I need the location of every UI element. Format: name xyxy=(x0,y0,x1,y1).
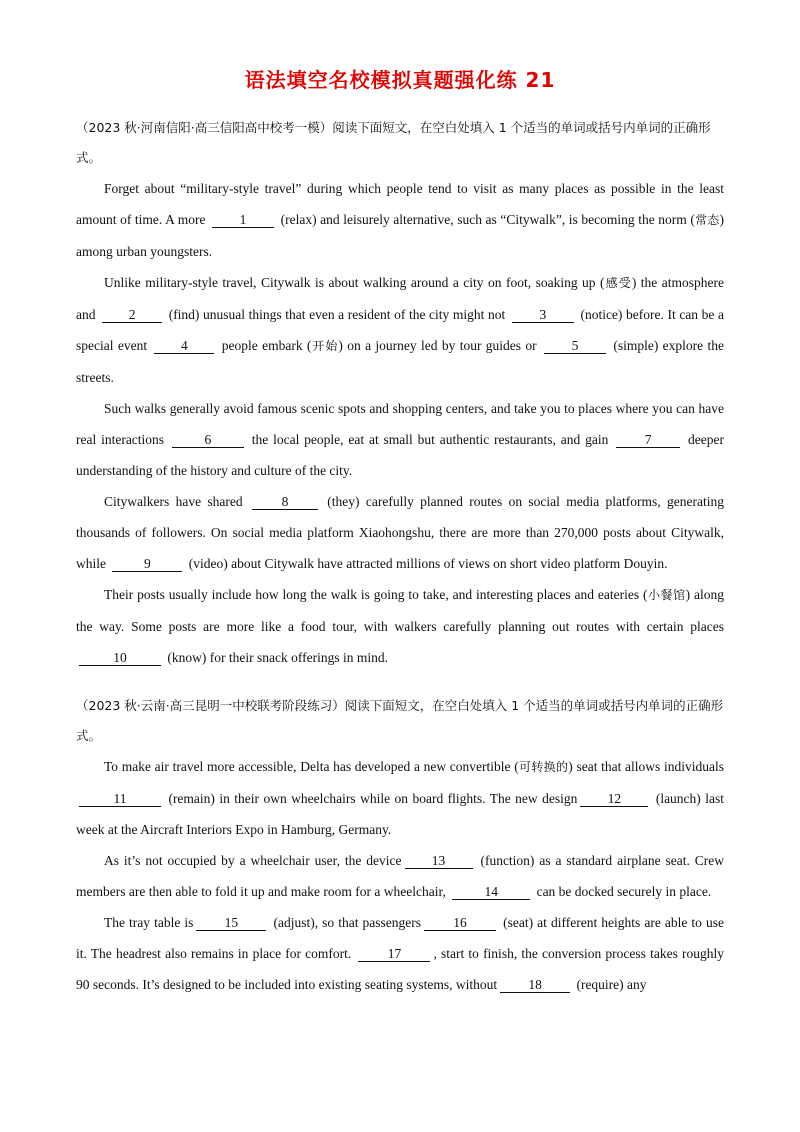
passage-paragraph xyxy=(76,907,724,1000)
passage-paragraph xyxy=(76,173,724,267)
section-gap xyxy=(76,673,724,691)
passage-text: (video) about Citywalk have attracted millions of views on short video platform Douyin. xyxy=(185,556,668,571)
answer-blank[interactable]: 7 xyxy=(616,432,680,448)
passage-text: the local people, eat at small but authentic restaurants, and gain xyxy=(246,432,614,447)
page-title: 语法填空名校模拟真题强化练 21 xyxy=(244,68,556,92)
passage-text: (they) carefully planned routes on social media platforms, generating thousands of followers. On social media platform Xiaohongshu, there are more than 270,000 posts about Citywalk, while xyxy=(76,494,724,571)
passage-text: (require) any xyxy=(573,977,647,992)
passage-text: ) seat that allows individuals xyxy=(568,759,724,774)
answer-blank[interactable]: 17 xyxy=(358,946,430,962)
passage-paragraph xyxy=(76,845,724,907)
answer-blank[interactable]: 5 xyxy=(544,338,606,354)
answer-blank[interactable]: 4 xyxy=(154,338,214,354)
answer-blank[interactable]: 1 xyxy=(212,212,274,228)
passage-text: As it’s not occupied by a wheelchair user, the device xyxy=(104,853,402,868)
passage-text: (adjust), so that passengers xyxy=(269,915,422,930)
passage-text: Citywalkers have shared xyxy=(104,494,249,509)
passage-text: (know) for their snack offerings in mind. xyxy=(164,650,388,665)
chinese-gloss: 常态 xyxy=(694,213,720,227)
passage-text: The tray table is xyxy=(104,915,194,930)
passage-text: deeper understanding of the history and culture of the city. xyxy=(76,432,724,478)
answer-blank[interactable]: 9 xyxy=(112,556,182,572)
answer-blank[interactable]: 16 xyxy=(424,915,496,931)
answer-blank[interactable]: 8 xyxy=(252,494,318,510)
passage-text: (find) unusual things that even a resident of the city might not xyxy=(165,307,509,322)
exam-source-instruction: （2023 秋·云南·高三昆明一中校联考阶段练习）阅读下面短文，在空白处填入 1 个适当的单词或括号内单词的正确形式。 xyxy=(76,698,724,743)
passage-text: (function) as a standard airplane seat. Crew members are then able to fold it up and make room for a wheelchair, xyxy=(76,853,724,899)
passage-text: To make air travel more accessible, Delta has developed a new convertible ( xyxy=(104,759,519,774)
exam-source-instruction: （2023 秋·河南信阳·高三信阳高中校考一模）阅读下面短文，在空白处填入 1 个适当的单词或括号内单词的正确形式。 xyxy=(76,120,711,165)
answer-blank[interactable]: 11 xyxy=(79,791,161,807)
passage-text: Such walks generally avoid famous scenic spots and shopping centers, and take you to places where you can have real interactions xyxy=(76,401,724,447)
passage-text: ) among urban youngsters. xyxy=(76,212,724,259)
answer-blank[interactable]: 12 xyxy=(580,791,648,807)
passage-text: (remain) in their own wheelchairs while on board flights. The new design xyxy=(164,791,578,806)
answer-blank[interactable]: 10 xyxy=(79,650,161,666)
passage-paragraph xyxy=(76,393,724,486)
answer-blank[interactable]: 3 xyxy=(512,307,574,323)
answer-blank[interactable]: 18 xyxy=(500,977,570,993)
chinese-gloss: 可转换的 xyxy=(518,760,569,774)
passage-text: ) on a journey led by tour guides or xyxy=(338,338,541,353)
answer-blank[interactable]: 13 xyxy=(405,853,473,869)
passage-text: , start to finish, the conversion process takes roughly 90 seconds. It’s designed to be included into existing seating systems, without xyxy=(76,946,724,992)
passage-text: (launch) last week at the Aircraft Interiors Expo in Hamburg, Germany. xyxy=(76,791,724,837)
passage-paragraph xyxy=(76,751,724,845)
passage-text: people embark ( xyxy=(217,338,312,353)
chinese-gloss: 开始 xyxy=(311,339,339,353)
passage-text: (simple) explore the streets. xyxy=(76,338,724,385)
passage-text: can be docked securely in place. xyxy=(533,884,712,899)
document-body xyxy=(76,113,724,1000)
answer-blank[interactable]: 2 xyxy=(102,307,162,323)
answer-blank[interactable]: 15 xyxy=(196,915,266,931)
chinese-gloss: 感受 xyxy=(604,276,632,290)
passage-paragraph xyxy=(76,579,724,673)
passage-text: Unlike military-style travel, Citywalk is about walking around a city on foot, soaking up ( xyxy=(104,275,605,290)
passage-paragraph xyxy=(76,267,724,393)
passage-text: Their posts usually include how long the walk is going to take, and interesting places and eateries ( xyxy=(104,587,648,602)
passage-text: ) the atmosphere and xyxy=(76,275,724,322)
passage-text: Forget about “military-style travel” during which people tend to visit as many places as possible in the least amount of time. A more xyxy=(76,181,724,227)
answer-blank[interactable]: 6 xyxy=(172,432,244,448)
passage-text: (notice) before. It can be a special event xyxy=(76,307,724,353)
chinese-gloss: 小餐馆 xyxy=(647,588,686,602)
passage-paragraph xyxy=(76,486,724,579)
passage-text: (seat) at different heights are able to use it. The headrest also remains in place for comfort. xyxy=(76,915,724,961)
passage-text: ) along the way. Some posts are more like a food tour, with walkers carefully planning out routes with certain places xyxy=(76,587,724,634)
answer-blank[interactable]: 14 xyxy=(452,884,530,900)
passage-text: (relax) and leisurely alternative, such as “Citywalk”, is becoming the norm ( xyxy=(277,212,695,227)
